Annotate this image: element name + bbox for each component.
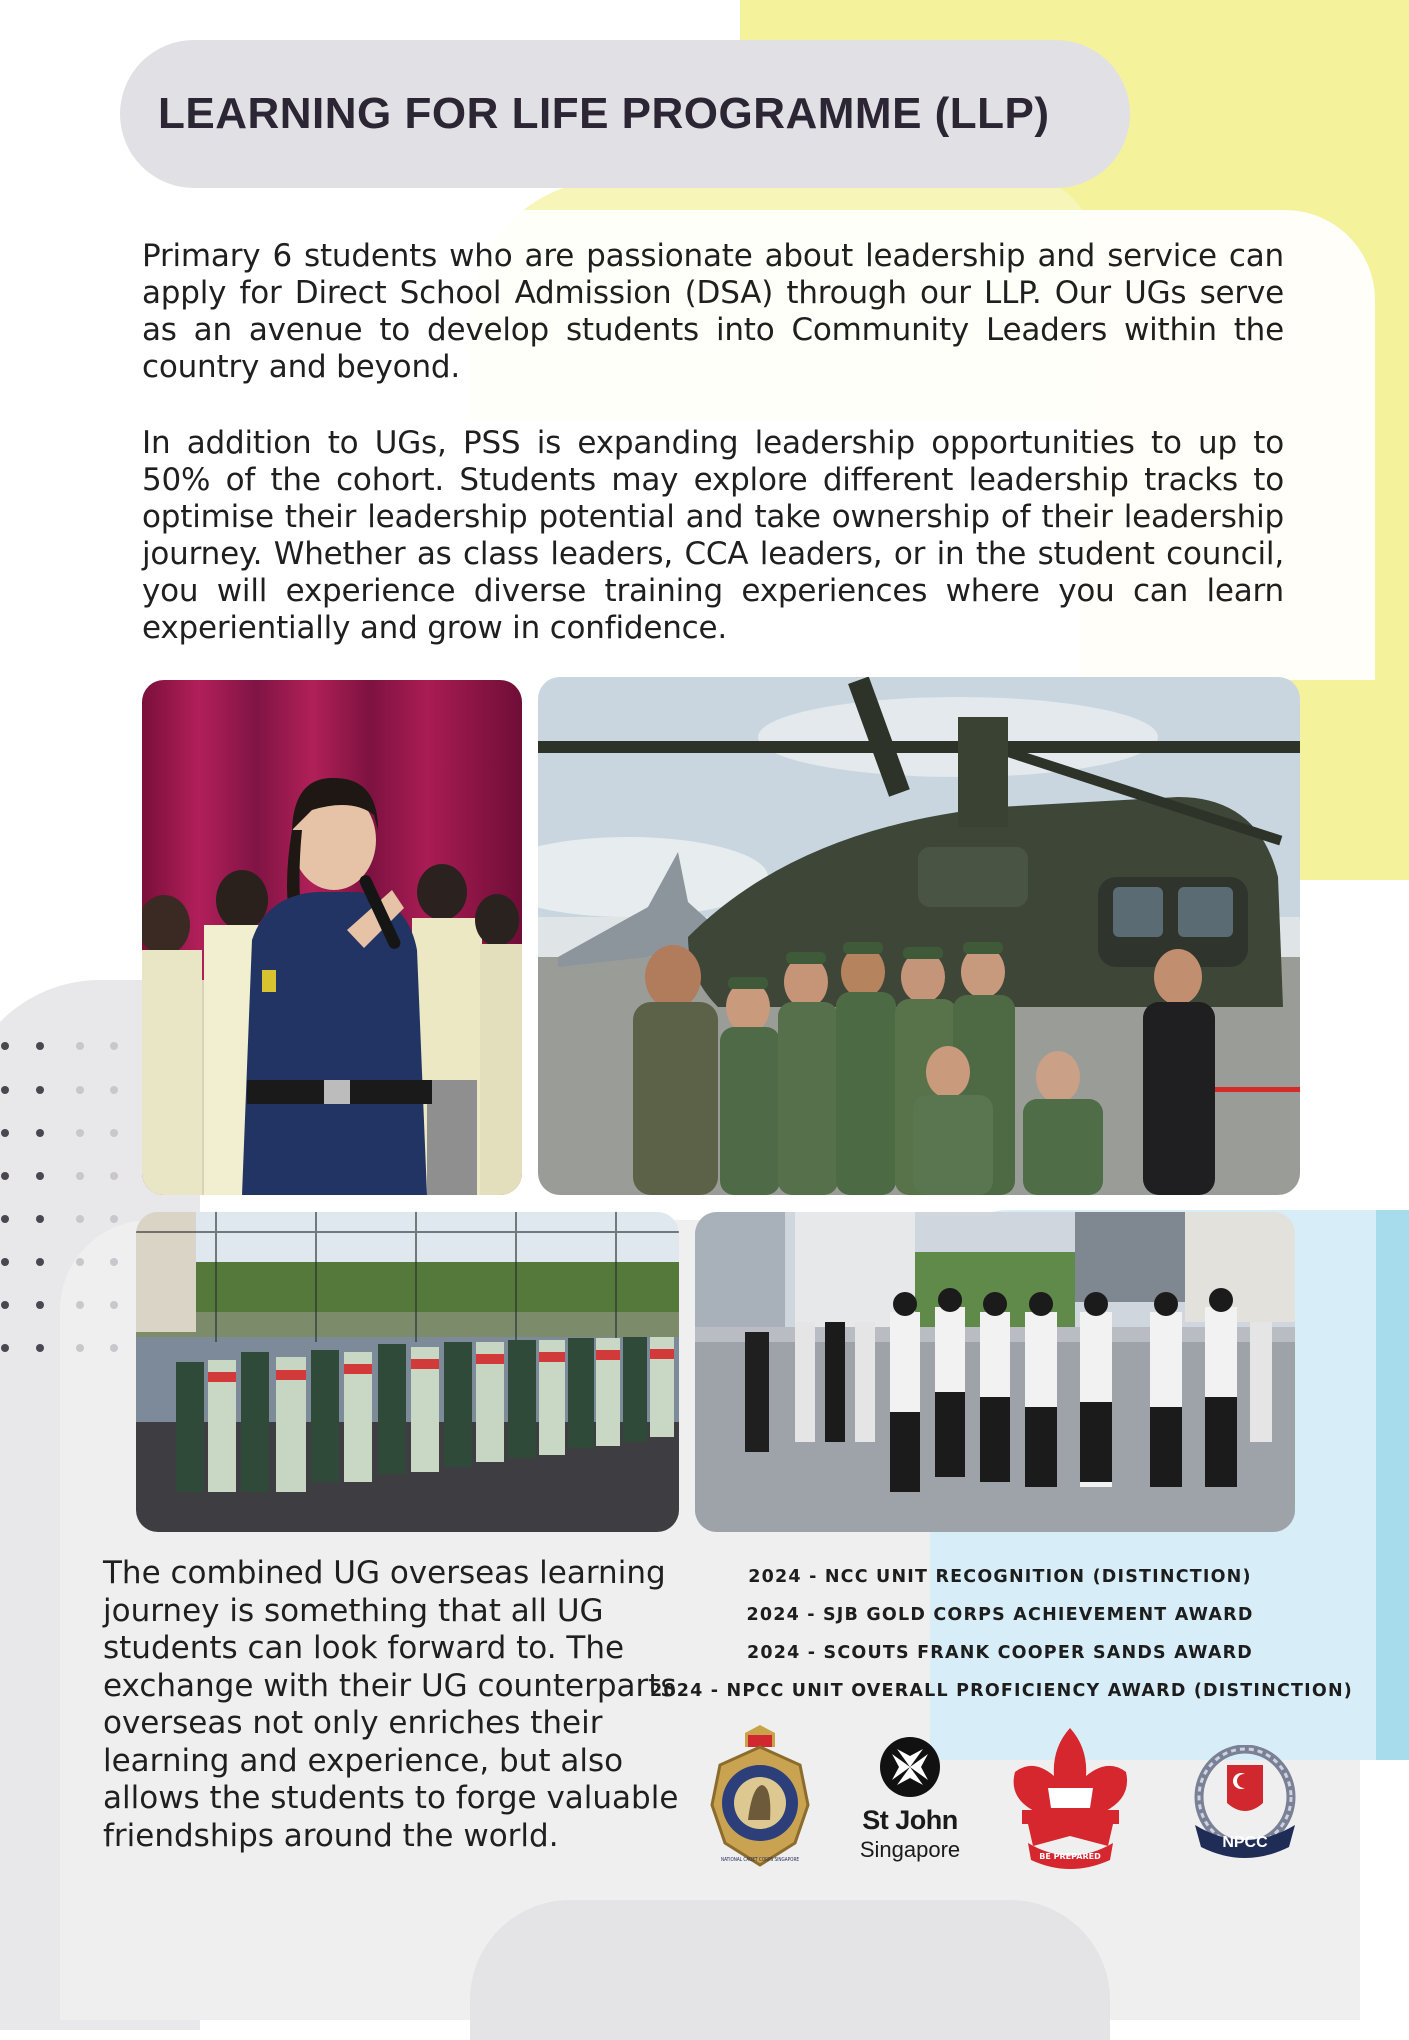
scouts-parade-photo: [136, 1212, 679, 1532]
award-ncc: 2024 - NCC UNIT RECOGNITION (DISTINCTION): [748, 1567, 1252, 1587]
page-title-banner: [120, 40, 1130, 188]
ncc-helicopter-visit-photo: [538, 677, 1300, 1195]
st-john-logo-country: Singapore: [859, 1837, 961, 1862]
award-sjb: 2024 - SJB GOLD CORPS ACHIEVEMENT AWARD: [746, 1605, 1254, 1625]
st-john-logo: [845, 1735, 975, 1865]
awards-list: [650, 1558, 1353, 1710]
sjb-parade-photo: [695, 1212, 1295, 1532]
decorative-blue-strip: [1376, 1210, 1409, 1760]
decorative-grey-shape-bottom: [470, 1900, 1110, 2040]
npcc-logo-text: NPCC: [1222, 1834, 1268, 1851]
intro-paragraph-leadership: In addition to UGs, PSS is expanding leadership opportunities to up to 50% of the cohort. Students may explore different leadership tracks to optimise their leadership potential and take ownership of their leadership journey. Whether as class leaders, CCA leaders, or in the student council, you will experience diverse training experiences where you can learn experientially and grow in confidence.: [142, 425, 1284, 646]
scouts-logo: [1008, 1728, 1133, 1873]
page-title: LEARNING FOR LIFE PROGRAMME (LLP): [158, 89, 1050, 138]
overseas-journey-paragraph: The combined UG overseas learning journey is something that all UG students can look forward to. The exchange with their UG counterparts overseas not only enriches their learning and experience, but also allows the students to forge valuable friendships around the world.: [103, 1555, 679, 1854]
award-scouts: 2024 - SCOUTS FRANK COOPER SANDS AWARD: [747, 1643, 1253, 1663]
scouts-logo-motto: BE PREPARED: [1039, 1852, 1101, 1861]
award-npcc: 2024 - NPCC UNIT OVERALL PROFICIENCY AWARD (DISTINCTION): [650, 1681, 1353, 1701]
st-john-logo-name: St John: [862, 1805, 958, 1835]
ncc-logo: [700, 1725, 820, 1870]
intro-paragraph-dsa: Primary 6 students who are passionate about leadership and service can apply for Direct School Admission (DSA) through our LLP. Our UGs serve as an avenue to develop students into Community Leaders within the country and beyond.: [142, 238, 1284, 385]
ncc-logo-text: NATIONAL CADET CORPS SINGAPORE: [721, 1857, 800, 1863]
student-leader-speaking-photo: [142, 680, 522, 1195]
npcc-logo: [1185, 1745, 1305, 1865]
decorative-dot-grid: [0, 1038, 120, 1358]
